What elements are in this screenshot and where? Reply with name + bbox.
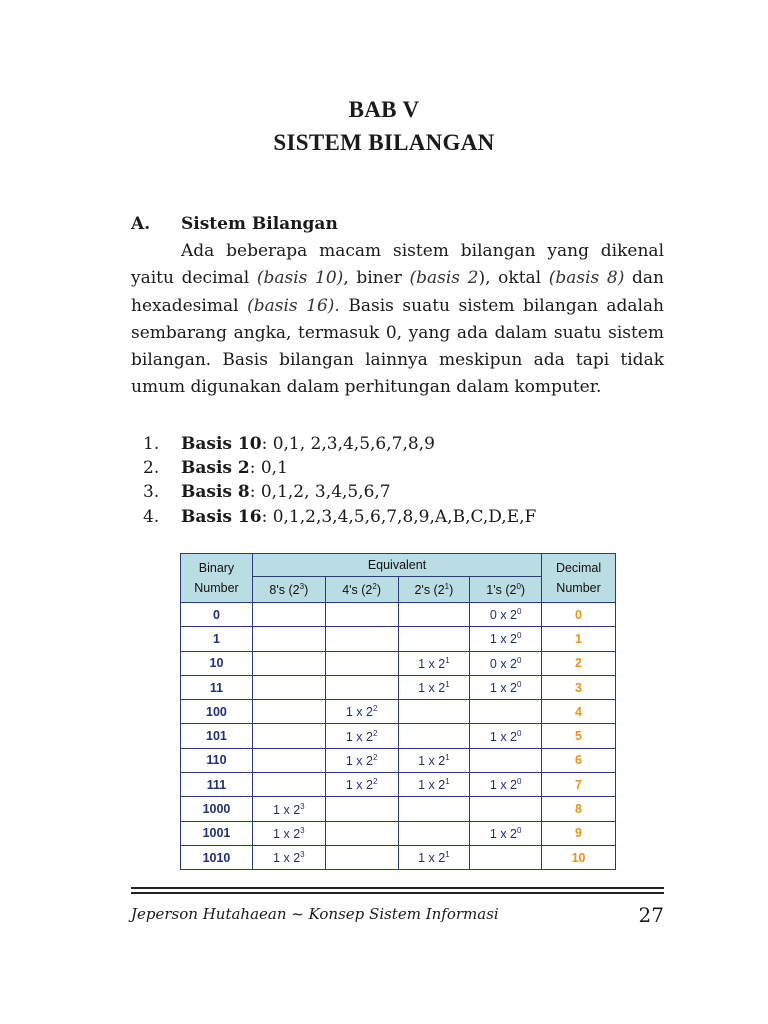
binary-cell: 110 <box>181 748 253 772</box>
binary-cell: 0 <box>181 603 253 627</box>
equivalent-cell: 1 x $2^0$ <box>470 821 542 845</box>
binary-cell: 111 <box>181 773 253 797</box>
table-row <box>181 603 616 627</box>
equivalent-cell: 1 x $2^3$ <box>252 845 325 869</box>
header-equivalent: Equivalent <box>252 554 541 577</box>
footer-rule <box>131 887 664 889</box>
equivalent-cell: 1 x $2^3$ <box>252 797 325 821</box>
table-row <box>181 724 616 748</box>
paragraph-italic: (basis 16). <box>247 295 340 316</box>
list-value: : 0,1, 2,3,4,5,6,7,8,9 <box>261 434 435 454</box>
list-label: Basis 16 <box>181 506 262 527</box>
list-item <box>143 480 536 504</box>
header-place-value: 2's $(2^1)$ <box>398 577 470 603</box>
equivalent-cell: 1 x $2^1$ <box>398 651 470 675</box>
equivalent-cell: 1 x $2^1$ <box>398 845 470 869</box>
list-label: Basis 8 <box>181 482 250 503</box>
decimal-cell: 1 <box>542 627 616 651</box>
equivalent-cell <box>470 797 542 821</box>
equivalent-cell <box>398 821 470 845</box>
equivalent-cell <box>325 651 398 675</box>
equivalent-cell <box>252 748 325 772</box>
header-place-value: 4's $(2^2)$ <box>325 577 398 603</box>
equivalent-cell: 1 x $2^2$ <box>325 700 398 724</box>
header-place-value: 1's $(2^0)$ <box>470 577 542 603</box>
equivalent-cell <box>252 700 325 724</box>
decimal-cell: 0 <box>542 603 616 627</box>
equivalent-cell: 1 x $2^1$ <box>398 773 470 797</box>
equivalent-cell: 1 x $2^0$ <box>470 627 542 651</box>
equivalent-cell <box>325 603 398 627</box>
decimal-cell: 10 <box>542 845 616 869</box>
decimal-cell: 3 <box>542 675 616 699</box>
binary-cell: 1000 <box>181 797 253 821</box>
equivalent-cell <box>252 651 325 675</box>
equivalent-cell <box>252 603 325 627</box>
equivalent-cell: 1 x $2^0$ <box>470 773 542 797</box>
decimal-cell: 5 <box>542 724 616 748</box>
equivalent-cell: 1 x $2^0$ <box>470 724 542 748</box>
table-row <box>181 845 616 869</box>
table-row <box>181 773 616 797</box>
paragraph-text: Ada beberapa macam sistem bilangan yang dikenal yaitu decimal <box>131 241 664 289</box>
binary-cell: 100 <box>181 700 253 724</box>
equivalent-cell: 1 x $2^2$ <box>325 748 398 772</box>
paragraph-italic: (basis 8) <box>548 268 625 289</box>
equivalent-cell <box>398 603 470 627</box>
equivalent-cell: 1 x $2^1$ <box>398 748 470 772</box>
decimal-cell: 8 <box>542 797 616 821</box>
list-number: 1. <box>143 434 160 454</box>
binary-cell: 1001 <box>181 821 253 845</box>
list-item <box>143 456 536 480</box>
equivalent-cell <box>470 845 542 869</box>
equivalent-cell <box>398 700 470 724</box>
binary-equivalent-table <box>180 553 616 870</box>
section-letter: A. <box>131 214 151 234</box>
list-value: : 0,1 <box>249 458 288 479</box>
paragraph-text: dan hexadesimal <box>131 268 665 316</box>
equivalent-cell: 1 x $2^2$ <box>325 724 398 748</box>
equivalent-cell <box>470 748 542 772</box>
list-label: Basis 2 <box>181 458 250 479</box>
decimal-cell: 6 <box>542 748 616 772</box>
header-binary-number: Binary Number <box>181 554 253 603</box>
paragraph-text: ), oktal <box>478 268 549 289</box>
equivalent-cell <box>398 797 470 821</box>
binary-cell: 11 <box>181 675 253 699</box>
decimal-cell: 9 <box>542 821 616 845</box>
equivalent-cell <box>325 627 398 651</box>
list-value: : 0,1,2, 3,4,5,6,7 <box>249 482 391 503</box>
equivalent-cell <box>252 724 325 748</box>
list-number: 2. <box>143 458 160 479</box>
table-row <box>181 821 616 845</box>
paragraph-text: , biner <box>343 268 410 289</box>
body-paragraph <box>131 238 664 402</box>
list-value: : 0,1,2,3,4,5,6,7,8,9,A,B,C,D,E,F <box>261 506 537 527</box>
section-title: Sistem Bilangan <box>181 214 338 234</box>
equivalent-cell <box>398 724 470 748</box>
equivalent-cell: 1 x $2^2$ <box>325 773 398 797</box>
list-label: Basis 10 <box>181 434 262 454</box>
table-row <box>181 675 616 699</box>
equivalent-cell <box>470 700 542 724</box>
binary-cell: 101 <box>181 724 253 748</box>
equivalent-cell <box>325 675 398 699</box>
equivalent-cell <box>325 797 398 821</box>
basis-list <box>143 432 536 529</box>
table-row <box>181 700 616 724</box>
decimal-cell: 4 <box>542 700 616 724</box>
paragraph-text: Basis suatu sistem bilangan adalah sembarang angka, termasuk 0, yang ada dalam suatu sistem bilangan. Basis bilangan lainnya meskipun ada tapi tidak umum digunakan dalam perhitungan dalam komputer. <box>131 295 665 398</box>
table-row <box>181 651 616 675</box>
header-place-value: 8's $(2^3)$ <box>252 577 325 603</box>
equivalent-cell <box>325 821 398 845</box>
footer-author: Jeperson Hutahaean ~ Konsep Sistem Informasi <box>131 905 499 923</box>
equivalent-cell: 1 x $2^1$ <box>398 675 470 699</box>
list-number: 3. <box>143 482 160 503</box>
equivalent-cell <box>325 845 398 869</box>
equivalent-cell: 1 x $2^0$ <box>470 675 542 699</box>
section-heading <box>131 214 338 234</box>
decimal-cell: 7 <box>542 773 616 797</box>
list-number: 4. <box>143 506 160 527</box>
equivalent-cell <box>398 627 470 651</box>
chapter-heading: BAB V <box>348 97 420 122</box>
binary-cell: 1010 <box>181 845 253 869</box>
equivalent-cell: 0 x $2^0$ <box>470 603 542 627</box>
table-row <box>181 797 616 821</box>
binary-cell: 1 <box>181 627 253 651</box>
paragraph-italic: (basis 10) <box>256 268 344 289</box>
chapter-title: SISTEM BILANGAN <box>273 130 495 155</box>
table-row <box>181 627 616 651</box>
footer-rule <box>131 892 664 894</box>
equivalent-cell: 0 x $2^0$ <box>470 651 542 675</box>
equivalent-cell <box>252 627 325 651</box>
equivalent-cell <box>252 675 325 699</box>
list-item <box>143 432 536 456</box>
equivalent-cell: 1 x $2^3$ <box>252 821 325 845</box>
equivalent-cell <box>252 773 325 797</box>
list-item <box>143 505 536 529</box>
binary-cell: 10 <box>181 651 253 675</box>
header-decimal-number: Decimal Number <box>542 554 616 603</box>
table-row <box>181 748 616 772</box>
page-number: 27 <box>638 903 664 927</box>
decimal-cell: 2 <box>542 651 616 675</box>
paragraph-italic: (basis 2 <box>409 268 479 289</box>
